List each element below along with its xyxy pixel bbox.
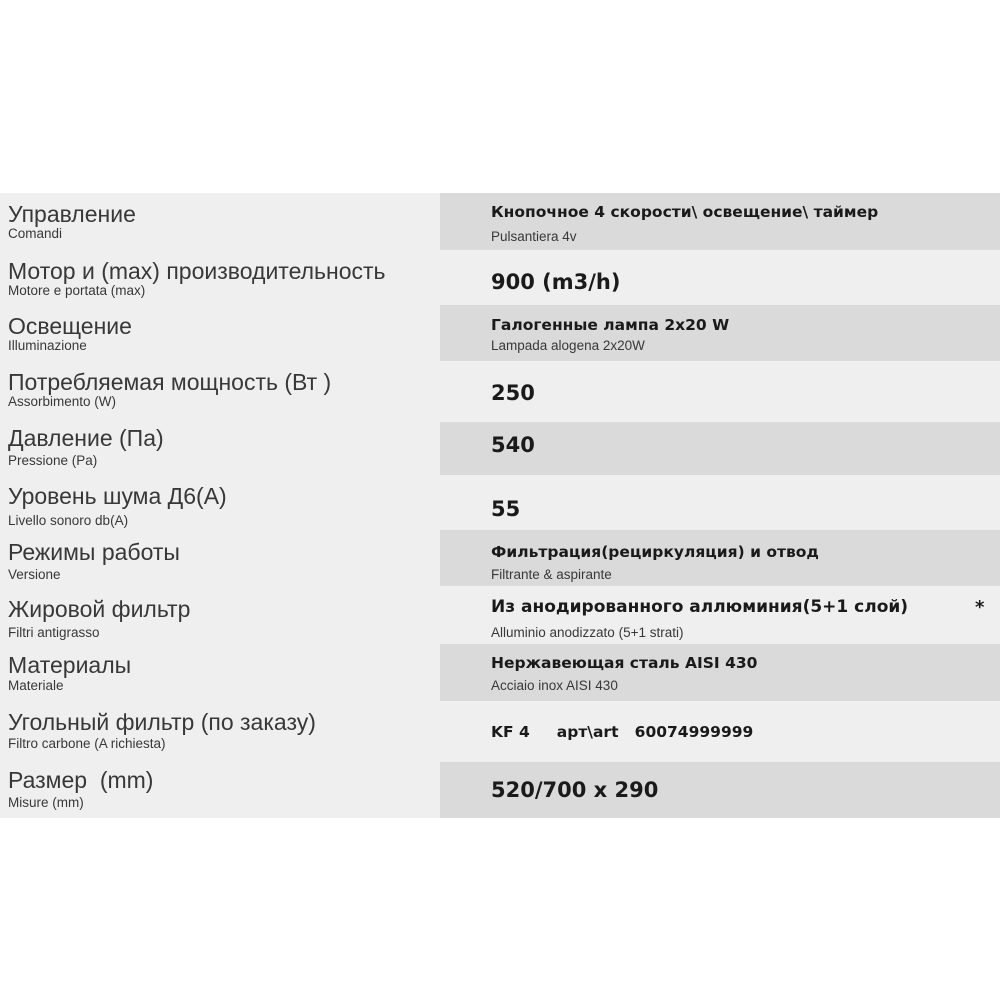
spec-value-italian: Acciaio inox AISI 430	[491, 678, 618, 693]
spec-row-grease-filter	[0, 588, 1000, 644]
spec-label-italian: Illuminazione	[8, 338, 87, 353]
spec-value: 250	[491, 381, 535, 405]
spec-value: 520/700 x 290	[491, 778, 659, 802]
spec-row-lighting	[0, 305, 1000, 361]
spec-value: Галогенные лампа 2x20 W	[491, 316, 730, 334]
spec-value: 900 (m3/h)	[491, 270, 621, 294]
spec-value-italian: Alluminio anodizzato (5+1 strati)	[491, 625, 684, 640]
spec-row-motor	[0, 250, 1000, 305]
spec-value-italian: Filtrante & aspirante	[491, 567, 612, 582]
spec-value: 540	[491, 433, 535, 457]
spec-label-italian: Motore e portata (max)	[8, 283, 146, 298]
spec-value-italian: Lampada alogena 2x20W	[491, 338, 645, 353]
spec-label: Материалы	[8, 652, 132, 678]
spec-value: Кнопочное 4 скорости\ освещение\ таймер	[491, 203, 879, 221]
spec-label: Освещение	[8, 313, 132, 339]
spec-label-italian: Misure (mm)	[8, 795, 84, 810]
spec-label-italian: Materiale	[8, 678, 64, 693]
spec-label: Угольный фильтр (по заказу)	[8, 709, 316, 735]
spec-label-italian: Pressione (Pa)	[8, 453, 98, 468]
spec-label: Давление (Па)	[8, 425, 164, 451]
spec-row-mode	[0, 530, 1000, 588]
spec-row-controls	[0, 193, 1000, 250]
value-cell	[440, 422, 1000, 475]
spec-value: Фильтрация(рециркуляция) и отвод	[491, 543, 819, 561]
spec-label: Управление	[8, 201, 136, 227]
spec-value-italian: Pulsantiera 4v	[491, 229, 577, 244]
spec-label: Уровень шума Д6(А)	[8, 483, 227, 509]
value-cell	[440, 588, 1000, 644]
spec-label: Мотор и (max) производительность	[8, 258, 386, 284]
spec-label-italian: Livello sonoro db(A)	[8, 513, 129, 528]
spec-label-italian: Filtri antigrasso	[8, 625, 100, 640]
value-cell	[440, 193, 1000, 250]
spec-value: Нержавеющая сталь AISI 430	[491, 654, 758, 672]
spec-label-italian: Filtro carbone (A richiesta)	[8, 736, 166, 751]
spec-label: Потребляемая мощность (Вт )	[8, 369, 332, 395]
footnote-marker: *	[975, 597, 985, 618]
spec-value: KF 4 арт\art 60074999999	[491, 723, 754, 741]
spec-label-italian: Assorbimento (W)	[8, 394, 117, 409]
spec-row-power	[0, 361, 1000, 417]
spec-label: Размер (mm)	[8, 767, 154, 793]
value-cell	[440, 762, 1000, 818]
spec-row-pressure	[0, 417, 1000, 475]
spec-row-materials	[0, 644, 1000, 701]
spec-row-noise	[0, 475, 1000, 530]
spec-value: Из анодированного аллюминия(5+1 слой)	[491, 597, 909, 617]
spec-table	[0, 193, 1000, 818]
spec-label-italian: Comandi	[8, 226, 63, 241]
spec-label-italian: Versione	[8, 567, 61, 582]
spec-label: Жировой фильтр	[8, 596, 191, 622]
spec-row-dimensions	[0, 759, 1000, 818]
spec-row-carbon-filter	[0, 701, 1000, 759]
spec-value: 55	[491, 497, 521, 521]
spec-label: Режимы работы	[8, 539, 180, 565]
value-cell	[440, 644, 1000, 701]
value-cell	[440, 305, 1000, 361]
value-cell	[440, 530, 1000, 586]
